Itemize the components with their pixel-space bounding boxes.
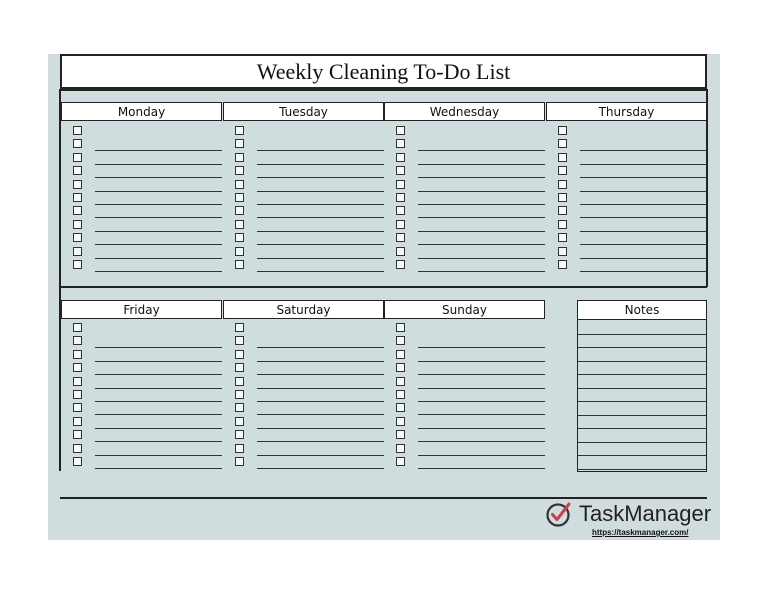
task-list-sunday: [384, 323, 545, 470]
task-line[interactable]: [95, 231, 222, 232]
task-line[interactable]: [418, 361, 545, 362]
task-checkbox[interactable]: [73, 193, 82, 202]
notes-header: [577, 300, 707, 320]
task-line[interactable]: [580, 271, 707, 272]
task-row: [546, 126, 707, 138]
task-row: [546, 166, 707, 178]
task-line[interactable]: [257, 414, 384, 415]
task-line[interactable]: [95, 258, 222, 259]
task-row: [223, 206, 384, 218]
task-line[interactable]: [95, 441, 222, 442]
task-checkbox[interactable]: [235, 336, 244, 345]
task-checkbox[interactable]: [235, 153, 244, 162]
task-line[interactable]: [95, 428, 222, 429]
notes-line: [578, 469, 706, 470]
task-row: [61, 220, 222, 232]
task-checkbox[interactable]: [396, 247, 405, 256]
task-row: [384, 166, 545, 178]
day-header-friday: [61, 300, 222, 319]
task-row: [384, 336, 545, 348]
task-list-friday: [61, 323, 222, 470]
notes-header-label: Notes: [624, 303, 660, 317]
task-checkbox[interactable]: [73, 139, 82, 148]
task-checkbox[interactable]: [235, 180, 244, 189]
task-row: [223, 153, 384, 165]
task-line[interactable]: [95, 468, 222, 469]
task-checkbox[interactable]: [396, 260, 405, 269]
task-row: [384, 153, 545, 165]
task-line[interactable]: [418, 468, 545, 469]
task-row: [384, 233, 545, 245]
task-row: [61, 180, 222, 192]
brand-logo: [545, 500, 711, 528]
task-checkbox[interactable]: [73, 323, 82, 332]
task-checkbox[interactable]: [396, 377, 405, 386]
task-checkbox[interactable]: [235, 444, 244, 453]
task-checkbox[interactable]: [235, 193, 244, 202]
task-checkbox[interactable]: [235, 363, 244, 372]
task-row: [61, 403, 222, 415]
task-row: [384, 390, 545, 402]
notes-line: [578, 374, 706, 375]
task-line[interactable]: [95, 244, 222, 245]
task-line[interactable]: [580, 177, 707, 178]
task-line[interactable]: [418, 374, 545, 375]
task-line[interactable]: [257, 191, 384, 192]
task-checkbox[interactable]: [73, 247, 82, 256]
task-row: [546, 206, 707, 218]
task-row: [384, 180, 545, 192]
task-line[interactable]: [580, 150, 707, 151]
task-row: [223, 363, 384, 375]
task-row: [61, 417, 222, 429]
task-checkbox[interactable]: [73, 350, 82, 359]
task-checkbox[interactable]: [558, 247, 567, 256]
task-line[interactable]: [257, 455, 384, 456]
task-line[interactable]: [257, 217, 384, 218]
task-row: [223, 193, 384, 205]
task-checkbox[interactable]: [558, 206, 567, 215]
task-row: [546, 260, 707, 272]
task-row: [223, 220, 384, 232]
task-line[interactable]: [257, 150, 384, 151]
divider-top: [60, 89, 707, 91]
task-row: [61, 153, 222, 165]
task-row: [61, 206, 222, 218]
task-row: [384, 350, 545, 362]
task-checkbox[interactable]: [235, 403, 244, 412]
task-row: [223, 126, 384, 138]
task-checkbox[interactable]: [396, 363, 405, 372]
task-checkbox[interactable]: [558, 139, 567, 148]
task-checkbox[interactable]: [235, 220, 244, 229]
task-row: [61, 260, 222, 272]
task-line[interactable]: [418, 164, 545, 165]
task-row: [384, 457, 545, 469]
task-checkbox[interactable]: [558, 153, 567, 162]
task-checkbox[interactable]: [396, 126, 405, 135]
task-checkbox[interactable]: [558, 180, 567, 189]
task-checkbox[interactable]: [73, 457, 82, 466]
task-row: [384, 377, 545, 389]
task-row: [384, 260, 545, 272]
task-line[interactable]: [95, 150, 222, 151]
task-row: [223, 180, 384, 192]
task-checkbox[interactable]: [73, 336, 82, 345]
brand-name: TaskManager: [579, 501, 712, 526]
task-line[interactable]: [418, 244, 545, 245]
task-checkbox[interactable]: [396, 166, 405, 175]
task-row: [223, 166, 384, 178]
task-row: [546, 233, 707, 245]
task-checkbox[interactable]: [235, 260, 244, 269]
task-line[interactable]: [257, 347, 384, 348]
task-line[interactable]: [418, 388, 545, 389]
notes-line: [578, 415, 706, 416]
task-line[interactable]: [580, 231, 707, 232]
task-row: [61, 139, 222, 151]
task-row: [61, 323, 222, 335]
task-checkbox[interactable]: [235, 377, 244, 386]
notes-line: [578, 347, 706, 348]
task-line[interactable]: [418, 347, 545, 348]
page-title-text: Weekly Cleaning To-Do List: [256, 58, 511, 84]
task-row: [223, 247, 384, 259]
task-line[interactable]: [257, 441, 384, 442]
task-list-monday: [61, 126, 222, 273]
task-checkbox[interactable]: [558, 166, 567, 175]
task-line[interactable]: [257, 388, 384, 389]
notes-area[interactable]: [577, 319, 707, 472]
notes-line: [578, 361, 706, 362]
task-row: [61, 457, 222, 469]
task-checkbox[interactable]: [558, 193, 567, 202]
task-checkbox[interactable]: [73, 260, 82, 269]
task-row: [61, 430, 222, 442]
day-header-thursday: [546, 102, 707, 121]
task-row: [61, 336, 222, 348]
task-row: [61, 444, 222, 456]
task-checkbox[interactable]: [396, 180, 405, 189]
day-label: Tuesday: [279, 104, 328, 119]
task-line[interactable]: [257, 231, 384, 232]
task-line[interactable]: [95, 271, 222, 272]
task-checkbox[interactable]: [558, 126, 567, 135]
task-line[interactable]: [95, 347, 222, 348]
task-checkbox[interactable]: [73, 403, 82, 412]
task-checkbox[interactable]: [73, 206, 82, 215]
day-label: Friday: [123, 302, 160, 317]
task-checkbox[interactable]: [73, 390, 82, 399]
check-circle-icon: [545, 500, 573, 528]
task-line[interactable]: [580, 217, 707, 218]
task-line[interactable]: [95, 374, 222, 375]
day-label: Saturday: [276, 302, 331, 317]
task-line[interactable]: [257, 258, 384, 259]
task-row: [223, 139, 384, 151]
task-line[interactable]: [580, 204, 707, 205]
task-line[interactable]: [257, 164, 384, 165]
task-checkbox[interactable]: [73, 377, 82, 386]
task-checkbox[interactable]: [396, 403, 405, 412]
task-checkbox[interactable]: [396, 139, 405, 148]
task-row: [546, 139, 707, 151]
task-checkbox[interactable]: [396, 193, 405, 202]
task-row: [546, 180, 707, 192]
task-line[interactable]: [257, 177, 384, 178]
task-checkbox[interactable]: [235, 390, 244, 399]
task-checkbox[interactable]: [396, 153, 405, 162]
task-checkbox[interactable]: [235, 126, 244, 135]
task-line[interactable]: [580, 258, 707, 259]
notes-line: [578, 455, 706, 456]
task-row: [61, 233, 222, 245]
task-line[interactable]: [580, 164, 707, 165]
task-list-thursday: [546, 126, 707, 273]
task-checkbox[interactable]: [73, 153, 82, 162]
task-line[interactable]: [418, 401, 545, 402]
task-line[interactable]: [95, 361, 222, 362]
task-checkbox[interactable]: [235, 430, 244, 439]
task-checkbox[interactable]: [558, 220, 567, 229]
task-list-saturday: [223, 323, 384, 470]
task-checkbox[interactable]: [235, 233, 244, 242]
task-checkbox[interactable]: [235, 417, 244, 426]
task-line[interactable]: [95, 217, 222, 218]
task-line[interactable]: [95, 164, 222, 165]
task-checkbox[interactable]: [235, 166, 244, 175]
task-row: [61, 363, 222, 375]
task-line[interactable]: [95, 204, 222, 205]
task-checkbox[interactable]: [235, 457, 244, 466]
task-line[interactable]: [580, 244, 707, 245]
task-row: [384, 363, 545, 375]
task-row: [384, 403, 545, 415]
task-line[interactable]: [418, 258, 545, 259]
task-line[interactable]: [257, 468, 384, 469]
task-line[interactable]: [418, 271, 545, 272]
task-checkbox[interactable]: [73, 430, 82, 439]
task-row: [61, 247, 222, 259]
task-line[interactable]: [418, 150, 545, 151]
task-checkbox[interactable]: [73, 220, 82, 229]
task-row: [384, 417, 545, 429]
task-row: [223, 377, 384, 389]
task-checkbox[interactable]: [396, 336, 405, 345]
task-row: [61, 390, 222, 402]
day-header-monday: [61, 102, 222, 121]
task-row: [384, 193, 545, 205]
task-line[interactable]: [257, 401, 384, 402]
task-checkbox[interactable]: [73, 417, 82, 426]
task-line[interactable]: [418, 428, 545, 429]
task-row: [223, 336, 384, 348]
task-row: [384, 430, 545, 442]
task-checkbox[interactable]: [396, 206, 405, 215]
notes-line: [578, 428, 706, 429]
task-row: [61, 166, 222, 178]
page-title: [60, 54, 707, 89]
task-checkbox[interactable]: [73, 363, 82, 372]
task-line[interactable]: [95, 401, 222, 402]
task-row: [223, 350, 384, 362]
task-checkbox[interactable]: [73, 444, 82, 453]
task-checkbox[interactable]: [396, 390, 405, 399]
day-label: Thursday: [598, 104, 655, 119]
notes-line: [578, 334, 706, 335]
task-row: [223, 323, 384, 335]
task-checkbox[interactable]: [396, 457, 405, 466]
task-line[interactable]: [95, 177, 222, 178]
task-row: [223, 390, 384, 402]
task-row: [223, 444, 384, 456]
task-row: [61, 126, 222, 138]
task-checkbox[interactable]: [558, 233, 567, 242]
divider-bottom: [60, 497, 707, 499]
task-row: [546, 220, 707, 232]
divider-middle: [60, 286, 707, 288]
task-checkbox[interactable]: [396, 430, 405, 439]
task-row: [223, 233, 384, 245]
task-line[interactable]: [418, 191, 545, 192]
task-line[interactable]: [418, 231, 545, 232]
task-row: [546, 193, 707, 205]
task-checkbox[interactable]: [235, 139, 244, 148]
task-row: [61, 350, 222, 362]
task-line[interactable]: [418, 204, 545, 205]
day-label: Monday: [117, 104, 166, 119]
task-checkbox[interactable]: [396, 444, 405, 453]
day-label: Sunday: [442, 302, 487, 317]
task-checkbox[interactable]: [235, 323, 244, 332]
task-checkbox[interactable]: [73, 233, 82, 242]
task-checkbox[interactable]: [396, 417, 405, 426]
task-checkbox[interactable]: [73, 180, 82, 189]
task-line[interactable]: [257, 244, 384, 245]
task-line[interactable]: [418, 455, 545, 456]
task-row: [384, 444, 545, 456]
day-header-wednesday: [384, 102, 545, 121]
task-row: [384, 247, 545, 259]
task-row: [223, 403, 384, 415]
task-line[interactable]: [257, 428, 384, 429]
task-line[interactable]: [580, 191, 707, 192]
task-row: [384, 126, 545, 138]
day-header-saturday: [223, 300, 384, 319]
task-row: [61, 193, 222, 205]
task-line[interactable]: [418, 441, 545, 442]
task-line[interactable]: [257, 204, 384, 205]
task-row: [223, 457, 384, 469]
task-line[interactable]: [418, 217, 545, 218]
task-line[interactable]: [418, 414, 545, 415]
task-row: [384, 206, 545, 218]
task-checkbox[interactable]: [396, 220, 405, 229]
task-checkbox[interactable]: [396, 323, 405, 332]
day-header-sunday: [384, 300, 545, 319]
task-checkbox[interactable]: [558, 260, 567, 269]
task-checkbox[interactable]: [235, 350, 244, 359]
task-checkbox[interactable]: [235, 247, 244, 256]
task-checkbox[interactable]: [73, 166, 82, 175]
task-row: [223, 430, 384, 442]
task-line[interactable]: [95, 191, 222, 192]
task-line[interactable]: [257, 361, 384, 362]
notes-line: [578, 401, 706, 402]
task-line[interactable]: [257, 271, 384, 272]
notes-line: [578, 388, 706, 389]
notes-line: [578, 442, 706, 443]
day-label: Wednesday: [429, 104, 500, 119]
task-list-tuesday: [223, 126, 384, 273]
task-row: [223, 260, 384, 272]
brand-url-link[interactable]: https://taskmanager.com/: [592, 528, 689, 537]
task-line[interactable]: [257, 374, 384, 375]
task-checkbox[interactable]: [396, 350, 405, 359]
task-line[interactable]: [95, 414, 222, 415]
task-list-wednesday: [384, 126, 545, 273]
task-line[interactable]: [418, 177, 545, 178]
task-checkbox[interactable]: [73, 126, 82, 135]
task-row: [61, 377, 222, 389]
task-row: [384, 323, 545, 335]
task-row: [546, 247, 707, 259]
day-header-tuesday: [223, 102, 384, 121]
task-row: [384, 139, 545, 151]
task-checkbox[interactable]: [235, 206, 244, 215]
task-line[interactable]: [95, 455, 222, 456]
task-line[interactable]: [95, 388, 222, 389]
task-row: [546, 153, 707, 165]
task-row: [223, 417, 384, 429]
task-checkbox[interactable]: [396, 233, 405, 242]
task-row: [384, 220, 545, 232]
